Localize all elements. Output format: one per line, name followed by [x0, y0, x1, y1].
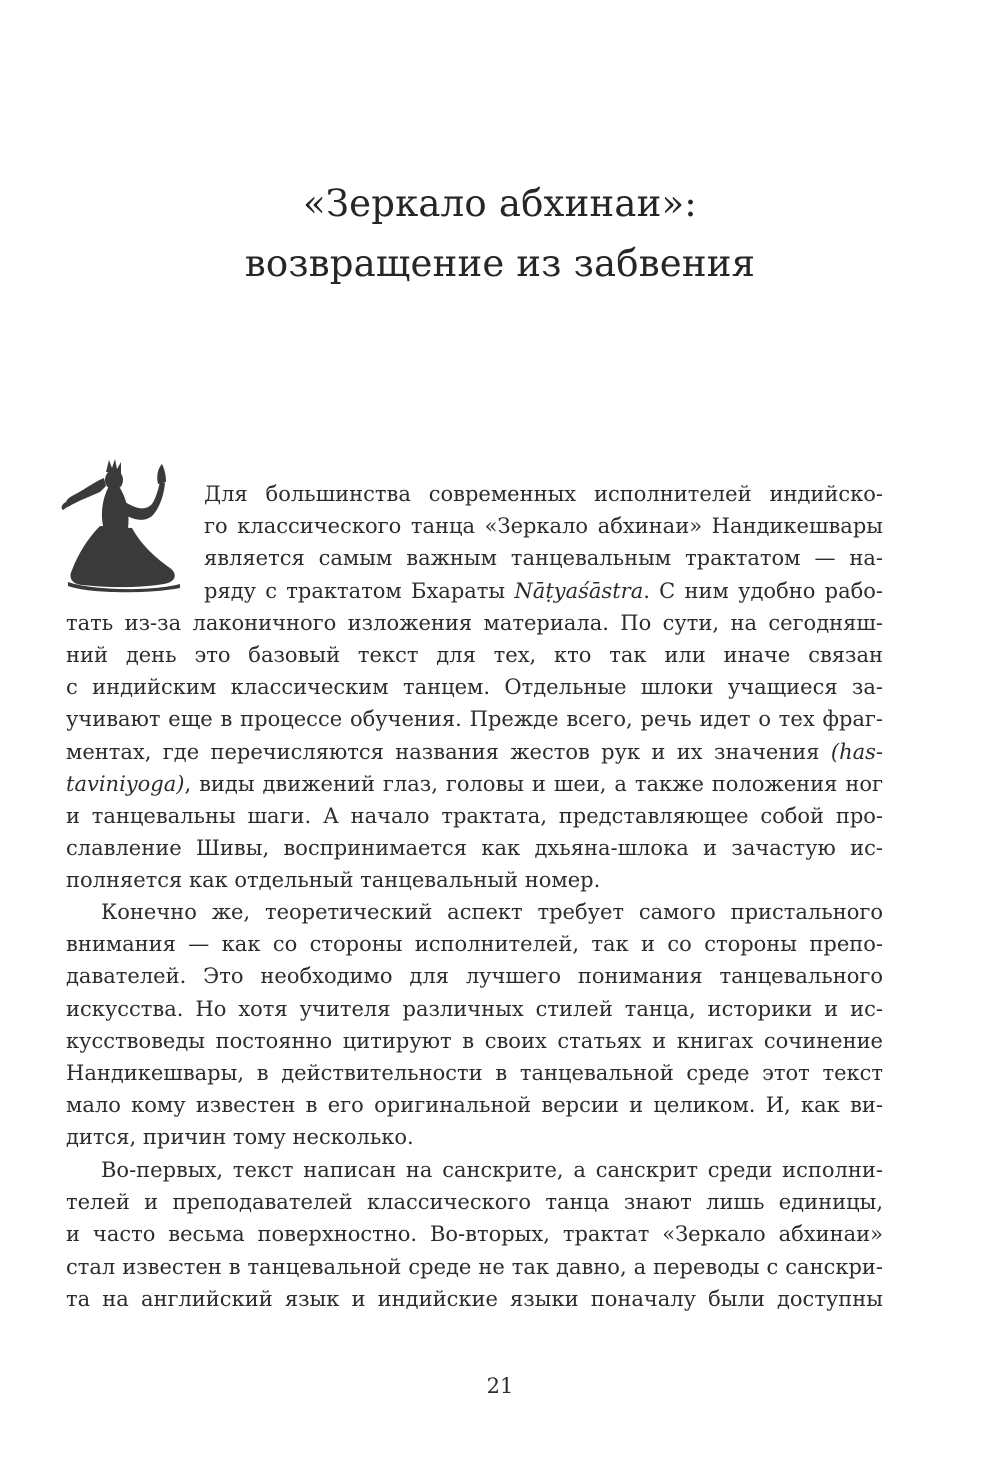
text-line: Во-первых, текст написан на санскрите, а санскрит среди исполни-: [101, 1158, 883, 1182]
text-line: дится, причин тому несколько.: [66, 1125, 414, 1150]
text-line: является самым важным танцевальным трактатом — на-: [204, 546, 883, 571]
text-line: Конечно же, теоретический аспект требует самого пристального: [101, 900, 883, 924]
text-line: полняется как отдельный танцевальный номер.: [66, 868, 601, 893]
text-line: с индийским классическим танцем. Отдельные шлоки учащиеся за-: [66, 675, 883, 700]
text-line: го классического танца «Зеркало абхинаи» Нандикешвары: [204, 514, 883, 539]
italic-term: taviniyoga): [66, 771, 185, 796]
text-line: и часто весьма поверхностно. Во-вторых, трактат «Зеркало абхинаи»: [66, 1222, 883, 1247]
text-line: taviniyoga), виды движений глаз, головы и шеи, а также положения ног: [66, 771, 883, 796]
text-line: Для большинства современных исполнителей индийско-: [204, 482, 883, 506]
text-line: Нандикешвары, в действительности в танцевальной среде этот текст: [66, 1060, 883, 1085]
text-line: славление Шивы, воспринимается как дхьяна-шлока и зачастую ис-: [66, 836, 883, 861]
text-line: внимания — как со стороны исполнителей, так и со стороны препо-: [66, 932, 883, 957]
text-line: стал известен в танцевальной среде не так давно, а переводы с санскри-: [66, 1254, 883, 1279]
paragraph-2: [66, 896, 883, 1154]
chapter-title: [0, 174, 1000, 294]
text-line: телей и преподавателей классического танца знают лишь единицы,: [66, 1190, 883, 1215]
italic-term: (has-: [830, 739, 883, 764]
text-line: ментах, где перечисляются названия жестов рук и их значения (has-: [66, 739, 883, 764]
text-line: ний день это базовый текст для тех, кто так или иначе связан: [66, 642, 883, 667]
text-line: и танцевальны шаги. А начало трактата, представляющее собой про-: [66, 803, 883, 828]
text-line: ряду с трактатом Бхараты Nāṭyaśāstra. С ним удобно рабо-: [204, 578, 883, 603]
chapter-title-line-2: возвращение из забвения: [244, 242, 756, 285]
chapter-title-line-1: «Зеркало абхинаи»:: [303, 182, 697, 225]
text-line: искусства. Но хотя учителя различных стилей танца, историки и ис-: [66, 996, 883, 1021]
text-line: тать из-за лаконичного изложения материала. По сути, на сегодняш-: [66, 610, 883, 635]
text-line: учивают еще в процессе обучения. Прежде всего, речь идет о тех фраг-: [66, 707, 883, 732]
page-number: 21: [486, 1374, 514, 1398]
text-line: мало кому известен в его оригинальной версии и целиком. И, как ви-: [66, 1093, 883, 1118]
text-line: давателей. Это необходимо для лучшего понимания танцевального: [66, 964, 883, 989]
paragraph-3: [66, 1154, 883, 1315]
italic-term: Nāṭyaśāstra: [514, 578, 644, 603]
text-line: та на английский язык и индийские языки поначалу были доступны: [66, 1286, 883, 1311]
text-line: кусствоведы постоянно цитируют в своих статьях и книгах сочинение: [66, 1028, 883, 1053]
paragraph-1: [66, 478, 883, 896]
